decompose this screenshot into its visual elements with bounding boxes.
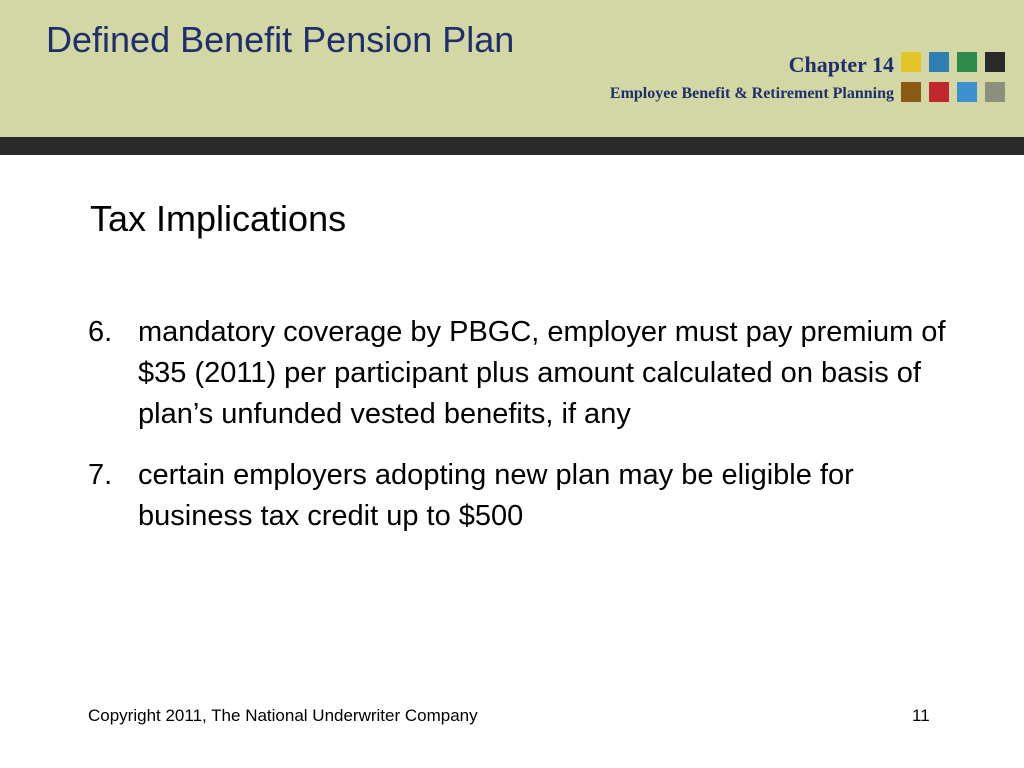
square-7 <box>957 82 977 102</box>
list-item <box>88 312 948 435</box>
section-heading: Tax Implications <box>90 198 347 239</box>
list-item <box>88 455 948 537</box>
square-8 <box>985 82 1005 102</box>
page-number: 11 <box>912 706 930 725</box>
slide-title: Defined Benefit Pension Plan <box>46 19 515 60</box>
header-band <box>0 0 1024 138</box>
square-5 <box>901 82 921 102</box>
square-6 <box>929 82 949 102</box>
list-item-number: 6. <box>88 316 113 348</box>
square-1 <box>901 52 921 72</box>
list-item-text: certain employers adopting new plan may be eligible for business tax credit up to $500 <box>138 459 854 532</box>
list-item-number: 7. <box>88 459 113 491</box>
square-3 <box>957 52 977 72</box>
color-squares-logo <box>901 52 1009 104</box>
square-2 <box>929 52 949 72</box>
chapter-subtitle: Employee Benefit & Retirement Planning <box>609 85 894 102</box>
footer-copyright: Copyright 2011, The National Underwriter Company <box>88 706 478 725</box>
chapter-label: Chapter 14 <box>788 52 894 77</box>
list-item-text: mandatory coverage by PBGC, employer must pay premium of $35 (2011) per participant plus amount calculated on basis of plan’s unfunded vested benefits, if any <box>138 316 946 430</box>
square-4 <box>985 52 1005 72</box>
header-divider-bar <box>0 137 1024 155</box>
numbered-list <box>88 312 948 557</box>
